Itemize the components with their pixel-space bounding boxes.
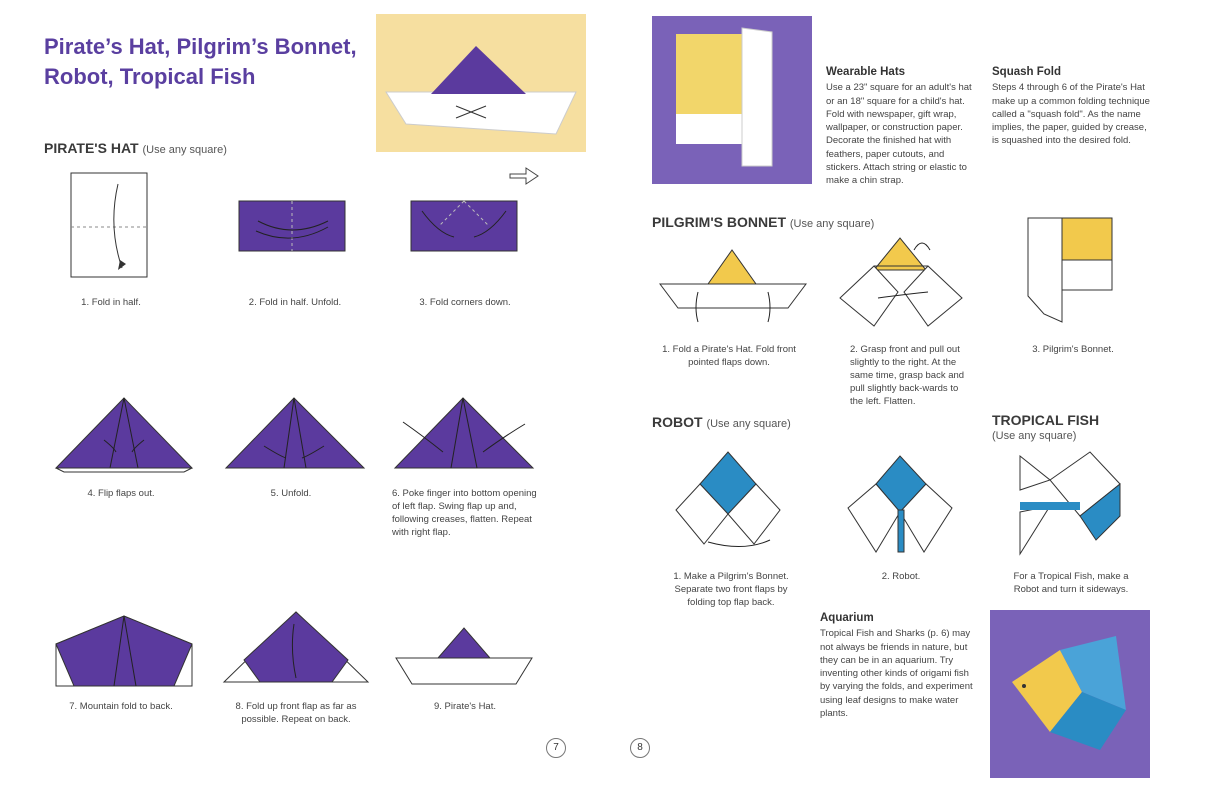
title-line-2: Robot, Tropical Fish	[44, 64, 256, 89]
tropical-fish-heading	[992, 412, 1099, 442]
robot-step-2-caption: 2. Robot.	[881, 571, 921, 582]
pilgrim-bonnet-sub: (Use any square)	[789, 218, 875, 230]
robot-heading-text: ROBOT	[652, 414, 703, 430]
pirate-step-2-diagram	[238, 199, 350, 255]
tropical-fish-photo	[990, 610, 1150, 778]
pirate-hat-photo-art	[376, 14, 586, 152]
pirate-hat-heading-text: PIRATE'S HAT	[44, 140, 139, 156]
tropical-fish-sub: (Use any square)	[992, 430, 1077, 442]
squash-fold-heading: Squash Fold	[992, 66, 1061, 78]
pirate-step-9-diagram	[394, 626, 534, 686]
squash-fold-box	[992, 66, 1152, 148]
bonnet-step-1-diagram	[658, 246, 808, 322]
bonnet-step-2-caption: 2. Grasp front and pull out slightly to the right. At the same time, grasp back and pull slightly back-wards to the left. Flatten.	[850, 344, 965, 407]
next-page-arrow-icon	[508, 166, 540, 186]
pirate-step-1-diagram	[70, 172, 150, 280]
pilgrim-bonnet-photo-art	[652, 16, 812, 184]
robot-heading	[652, 414, 791, 430]
pirate-step-9-caption: 9. Pirate's Hat.	[433, 701, 496, 712]
robot-step-1-diagram	[674, 448, 784, 560]
pirate-step-3-caption: 3. Fold corners down.	[419, 297, 511, 308]
pirate-hat-sub: (Use any square)	[142, 144, 227, 156]
pirate-step-5-diagram	[224, 396, 366, 472]
page-number-left: 7	[546, 738, 566, 758]
page-title	[44, 32, 374, 92]
pirate-step-5-caption: 5. Unfold.	[270, 488, 312, 499]
pirate-step-4-diagram	[54, 396, 194, 472]
pirate-step-6-caption: 6. Poke finger into bottom opening of left flap. Swing flap up and, following creases, flatten. Repeat with right flap.	[392, 488, 537, 538]
pirate-step-8-diagram	[222, 610, 370, 686]
pirate-step-3-diagram	[410, 199, 522, 255]
fish-caption: For a Tropical Fish, make a Robot and turn it sideways.	[1013, 571, 1129, 595]
tropical-fish-heading-text: TROPICAL FISH	[992, 412, 1100, 428]
aquarium-box	[820, 612, 976, 720]
pilgrim-bonnet-heading-text: PILGRIM'S BONNET	[652, 214, 786, 230]
robot-step-1-caption: 1. Make a Pilgrim's Bonnet. Separate two front flaps by folding top flap back.	[673, 571, 789, 608]
pirate-step-6-diagram	[393, 396, 535, 472]
pilgrim-bonnet-photo	[652, 16, 812, 184]
pirate-hat-heading	[44, 140, 227, 156]
bonnet-step-2-diagram	[838, 236, 964, 328]
pirate-step-1-caption: 1. Fold in half.	[81, 297, 141, 308]
title-line-1: Pirate’s Hat, Pilgrim’s Bonnet,	[44, 34, 357, 59]
pirate-step-2-caption: 2. Fold in half. Unfold.	[248, 297, 342, 308]
wearable-hats-box	[826, 66, 976, 188]
page-number-right: 8	[630, 738, 650, 758]
pilgrim-bonnet-heading	[652, 214, 874, 230]
aquarium-text: Tropical Fish and Sharks (p. 6) may not always be friends in nature, but they can be in an aquarium. Try inventing other kinds of origami fish by varying the folds, and experiment using leaf designs to make water plants.	[820, 628, 973, 720]
pirate-step-4-caption: 4. Flip flaps out.	[87, 488, 155, 499]
wearable-hats-text: Use a 23" square for an adult's hat or an 18" square for a child's hat. Fold with newspaper, gift wrap, wallpaper, or construction paper. Decorate the finished hat with feathers, paper cutouts, and stickers. Attach string or elastic to make a chin strap.	[826, 82, 972, 187]
bonnet-step-1-caption: 1. Fold a Pirate's Hat. Fold front pointed flaps down.	[662, 344, 796, 368]
bonnet-step-3-caption: 3. Pilgrim's Bonnet.	[1032, 344, 1114, 355]
robot-sub: (Use any square)	[706, 418, 791, 430]
pirate-step-8-caption: 8. Fold up front flap as far as possible. Repeat on back.	[235, 701, 357, 725]
pirate-step-7-diagram	[54, 614, 194, 688]
pirate-hat-photo	[376, 14, 586, 152]
tropical-fish-photo-art	[990, 610, 1150, 778]
bonnet-step-3-diagram	[1026, 216, 1116, 324]
pirate-step-7-caption: 7. Mountain fold to back.	[69, 701, 173, 712]
squash-fold-text: Steps 4 through 6 of the Pirate's Hat make up a common folding technique called a "squash fold". As the name implies, the paper, guided by crease, is squashed into the desired fold.	[992, 82, 1150, 147]
fish-diagram	[1016, 450, 1122, 558]
aquarium-heading: Aquarium	[820, 612, 874, 624]
wearable-hats-heading: Wearable Hats	[826, 66, 906, 78]
robot-step-2-diagram	[846, 452, 956, 556]
